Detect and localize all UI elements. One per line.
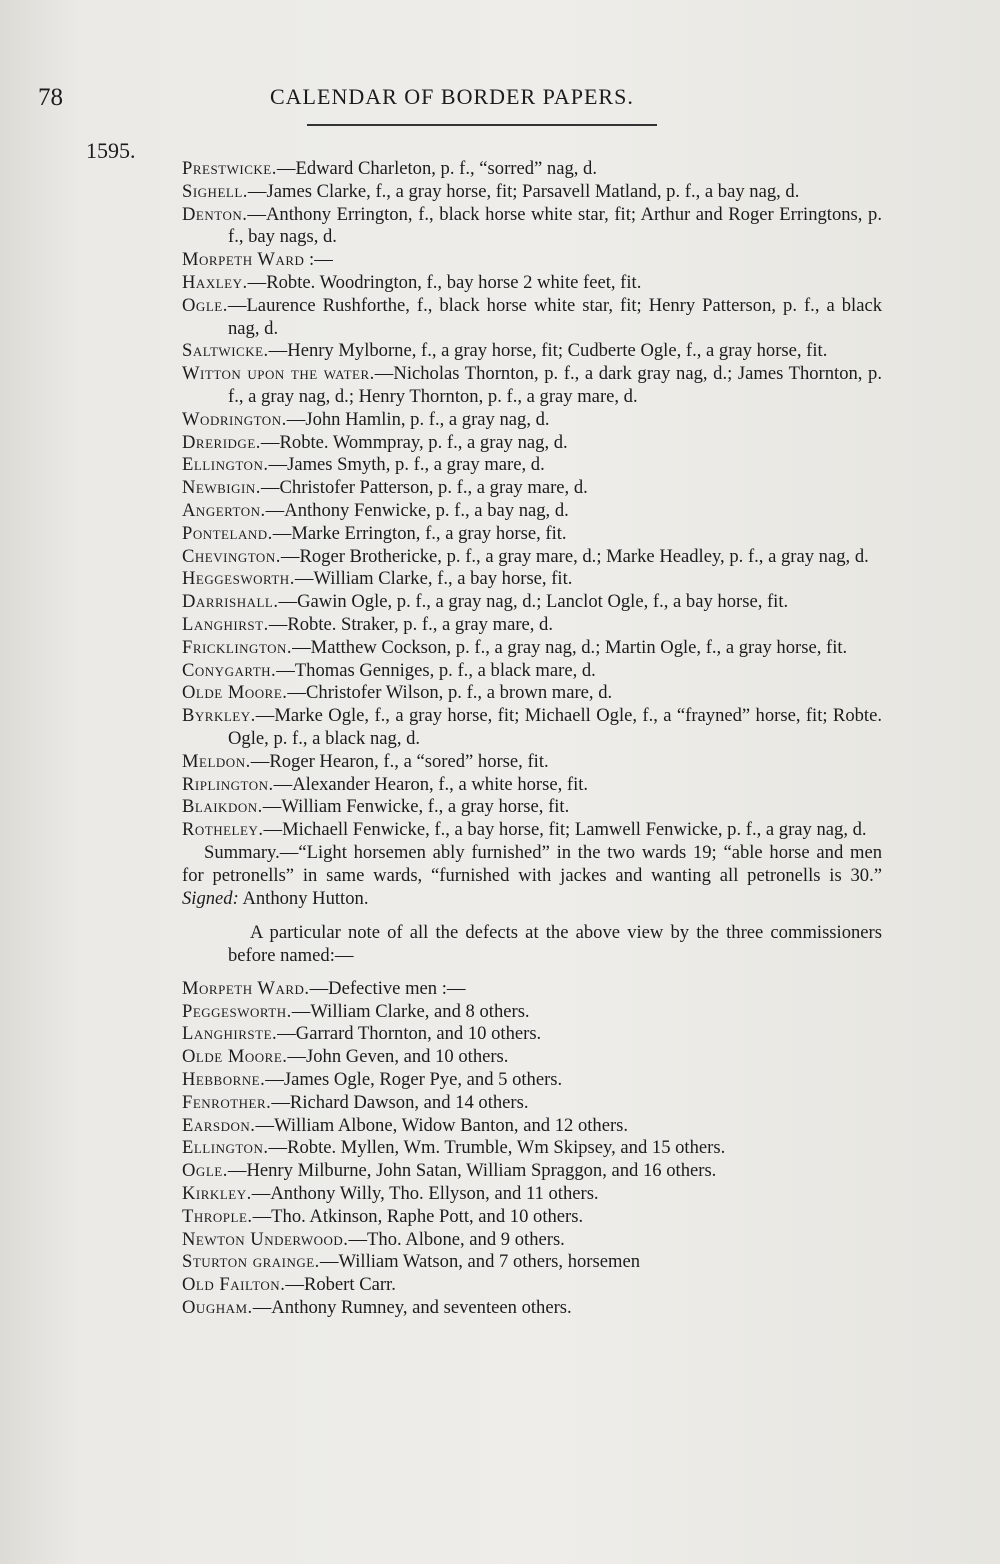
place-name: Saltwicke. (182, 340, 269, 362)
entry-text: —John Geven, and 10 others. (287, 1046, 509, 1068)
entry-text: —Anthony Rumney, and seventeen others. (252, 1297, 572, 1319)
place-name: Morpeth Ward. (182, 977, 310, 999)
place-name: Riplington. (182, 773, 274, 795)
entry-text: —William Fenwicke, f., a gray horse, fit. (262, 796, 570, 818)
entry-text: —Robte. Wommpray, p. f., a gray nag, d. (260, 431, 568, 453)
defect-entry (182, 978, 882, 1001)
defect-entry (182, 1206, 882, 1229)
entry-text: —Thomas Genniges, p. f., a black mare, d. (276, 659, 596, 681)
entry-text: —Alexander Hearon, f., a white horse, fit. (273, 773, 589, 795)
place-name: Ellington. (182, 454, 269, 476)
place-name: Blaikdon. (182, 796, 263, 818)
muster-entry (182, 409, 882, 432)
defect-entry (182, 1001, 882, 1024)
muster-entry (182, 660, 882, 683)
muster-entry (182, 432, 882, 455)
place-name: Langhirst. (182, 613, 269, 635)
place-name: Meldon. (182, 750, 251, 772)
place-name: Earsdon. (182, 1114, 256, 1136)
muster-entry (182, 500, 882, 523)
place-name: Langhirste. (182, 1023, 278, 1045)
place-name: Heggesworth. (182, 568, 295, 590)
place-name: Denton. (182, 203, 248, 225)
summary-text: Summary.—“Light horsemen ably furnished” in the two wards 19; “able horse and men for petronells” in same wards, “furnished with jackes and wanting all petronells is 30.” (182, 841, 882, 886)
place-name: Kirkley. (182, 1183, 252, 1205)
muster-entry (182, 295, 882, 341)
place-name: Witton upon the water. (182, 363, 375, 385)
muster-entry (182, 363, 882, 409)
summary-paragraph (182, 842, 882, 910)
entry-text: —Robte. Woodrington, f., bay horse 2 white feet, fit. (247, 271, 642, 293)
place-name: Prestwicke. (182, 158, 277, 179)
place-name: Ponteland. (182, 522, 273, 544)
place-name: Throple. (182, 1205, 253, 1227)
entry-text: —Marke Ogle, f., a gray horse, fit; Michaell Ogle, f., a “frayned” horse, fit; Robte. Ogle, p. f., a black nag, d. (228, 705, 882, 749)
entry-text: —Henry Milburne, John Satan, William Spraggon, and 16 others. (227, 1160, 717, 1182)
entry-text: —William Albone, Widow Banton, and 12 others. (255, 1114, 629, 1136)
entry-text: —Defective men :— (309, 977, 466, 999)
entry-text: —Robert Carr. (285, 1274, 396, 1296)
entry-text: —Matthew Cockson, p. f., a gray nag, d.; Martin Ogle, f., a gray horse, fit. (292, 636, 848, 658)
defect-entry (182, 1137, 882, 1160)
place-name: Byrkley. (182, 705, 256, 727)
place-name: Conygarth. (182, 659, 277, 681)
muster-entry (182, 477, 882, 500)
entry-text: —Anthony Willy, Tho. Ellyson, and 11 others. (251, 1183, 599, 1205)
signed-label: Signed: (182, 887, 239, 909)
muster-entry (182, 637, 882, 660)
entry-text: —Robte. Straker, p. f., a gray mare, d. (268, 613, 554, 635)
entry-text: —John Hamlin, p. f., a gray nag, d. (286, 408, 550, 430)
entry-text: —William Clarke, f., a bay horse, fit. (294, 568, 573, 590)
defect-entry (182, 1297, 882, 1320)
muster-entry (182, 158, 882, 181)
entry-text: —James Ogle, Roger Pye, and 5 others. (265, 1069, 563, 1091)
muster-entry (182, 751, 882, 774)
defect-entry (182, 1274, 882, 1297)
place-name: Ogle. (182, 294, 228, 316)
place-name: Darrishall. (182, 591, 279, 613)
entry-text: —Tho. Albone, and 9 others. (348, 1228, 565, 1250)
muster-entry (182, 181, 882, 204)
place-name: Angerton. (182, 499, 266, 521)
page-number: 78 (38, 84, 63, 111)
entry-text: —Edward Charleton, p. f., “sorred” nag, d. (276, 158, 597, 179)
place-name: Chevington. (182, 545, 281, 567)
muster-entry (182, 591, 882, 614)
muster-entry (182, 682, 882, 705)
defect-entry (182, 1251, 882, 1274)
entry-text: —James Smyth, p. f., a gray mare, d. (268, 454, 545, 476)
place-name: Fenrother. (182, 1091, 272, 1113)
entry-text: —James Clarke, f., a gray horse, fit; Parsavell Matland, p. f., a bay nag, d. (247, 180, 800, 202)
defect-entry (182, 1023, 882, 1046)
main-text (182, 158, 882, 1320)
place-name: Old Failton. (182, 1274, 286, 1296)
muster-entry (182, 796, 882, 819)
place-name: Fricklington. (182, 636, 293, 658)
place-name: Ellington. (182, 1137, 269, 1159)
entry-text: —William Clarke, and 8 others. (291, 1000, 530, 1022)
place-name: Olde Moore. (182, 1046, 288, 1068)
place-name: Haxley. (182, 271, 248, 293)
entry-text: —Anthony Fenwicke, p. f., a bay nag, d. (265, 499, 569, 521)
entry-text: —Nicholas Thornton, p. f., a dark gray nag, d.; James Thornton, p. f., a gray nag, d.; Henry Thornton, p. f., a gray mare, d. (228, 363, 883, 407)
muster-entry (182, 614, 882, 637)
entry-text: —Tho. Atkinson, Raphe Pott, and 10 others. (252, 1205, 584, 1227)
entry-text: —Henry Mylborne, f., a gray horse, fit; Cudberte Ogle, f., a gray horse, fit. (268, 340, 828, 362)
entry-list (182, 158, 882, 842)
place-name: Wodrington. (182, 408, 287, 430)
defects-list (182, 978, 882, 1320)
place-name: Olde Moore. (182, 682, 288, 704)
place-name: Sturton grainge. (182, 1251, 320, 1273)
muster-entry (182, 819, 882, 842)
defect-entry (182, 1069, 882, 1092)
muster-entry (182, 272, 882, 295)
header-rule (307, 124, 657, 126)
muster-entry (182, 249, 882, 272)
entry-text: —Anthony Errington, f., black horse white star, fit; Arthur and Roger Erringtons, p. f., bay nags, d. (228, 203, 882, 248)
place-name: Newbigin. (182, 477, 261, 499)
place-name: Rotheley. (182, 819, 264, 841)
entry-text: —Christofer Patterson, p. f., a gray mare, d. (260, 477, 588, 499)
place-name: Peggesworth. (182, 1000, 292, 1022)
entry-text: —Gawin Ogle, p. f., a gray nag, d.; Lanclot Ogle, f., a bay horse, fit. (278, 591, 789, 613)
place-name: Sighell. (182, 180, 248, 202)
muster-entry (182, 546, 882, 569)
place-name: Hebborne. (182, 1069, 266, 1091)
muster-entry (182, 340, 882, 363)
defects-note: A particular note of all the defects at the above view by the three commissioners before named:— (228, 922, 882, 967)
muster-entry (182, 523, 882, 546)
defect-entry (182, 1092, 882, 1115)
muster-entry (182, 454, 882, 477)
entry-text: —Roger Brothericke, p. f., a gray mare, d.; Marke Headley, p. f., a gray nag, d. (280, 545, 869, 567)
defect-entry (182, 1229, 882, 1252)
defect-entry (182, 1046, 882, 1069)
muster-entry (182, 568, 882, 591)
signed-name: Anthony Hutton. (242, 887, 369, 909)
place-name: Ogle. (182, 1160, 228, 1182)
entry-text: —William Watson, and 7 others, horsemen (319, 1251, 641, 1273)
place-name: Newton Underwood. (182, 1228, 349, 1250)
entry-text: —Richard Dawson, and 14 others. (271, 1091, 529, 1113)
place-name: Morpeth Ward (182, 249, 305, 271)
muster-entry (182, 774, 882, 797)
entry-text: —Christofer Wilson, p. f., a brown mare, d. (287, 682, 613, 704)
year-marginal: 1595. (86, 138, 136, 163)
muster-entry (182, 204, 882, 250)
entry-text: —Laurence Rushforthe, f., black horse white star, fit; Henry Patterson, p. f., a black nag, d. (227, 294, 882, 339)
entry-text: —Garrard Thornton, and 10 others. (277, 1023, 542, 1045)
defect-entry (182, 1183, 882, 1206)
running-title: CALENDAR OF BORDER PAPERS. (270, 84, 634, 109)
entry-text: :— (304, 249, 333, 271)
entry-text: —Michaell Fenwicke, f., a bay horse, fit; Lamwell Fenwicke, p. f., a gray nag, d. (263, 819, 867, 841)
place-name: Ougham. (182, 1297, 253, 1319)
muster-entry (182, 705, 882, 751)
entry-text: —Roger Hearon, f., a “sored” horse, fit. (250, 750, 549, 772)
defect-entry (182, 1115, 882, 1138)
entry-text: —Marke Errington, f., a gray horse, fit. (272, 522, 567, 544)
place-name: Dreridge. (182, 431, 261, 453)
entry-text: —Robte. Myllen, Wm. Trumble, Wm Skipsey, and 15 others. (268, 1137, 726, 1159)
defect-entry (182, 1160, 882, 1183)
